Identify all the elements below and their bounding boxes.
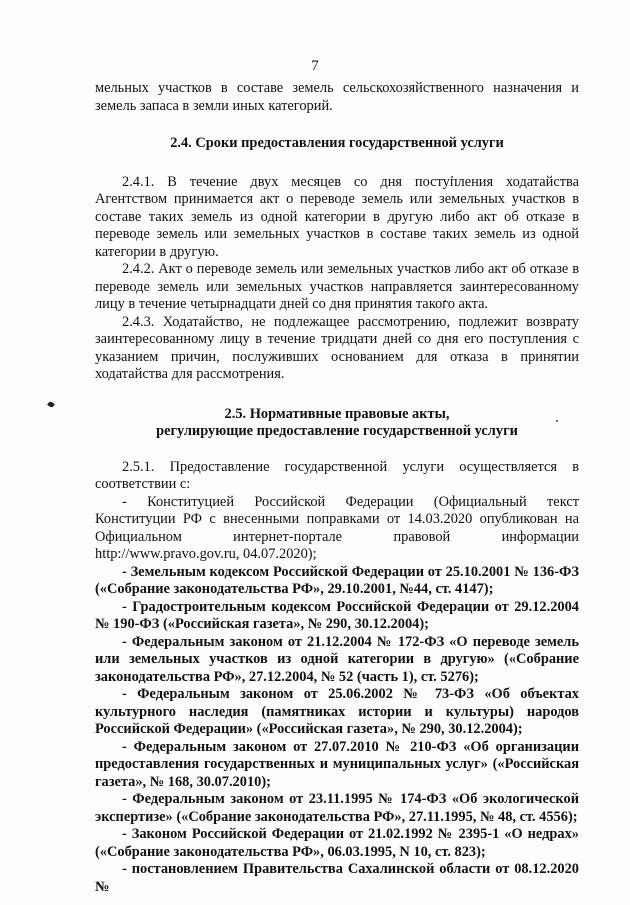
paragraph-2-4-2: 2.4.2. Акт о переводе земель или земельных участков либо акт об отказе в переводе земель или земельных участков направляется заинтересованному лицу в течение четырнадцати дней со дня принятия такого акта. <box>95 261 579 312</box>
section-heading-2-5 <box>95 406 579 441</box>
legal-act-item: - Федеральным законом от 23.11.1995 № 174-ФЗ «Об экологической экспертизе» («Собрание законодательства РФ», 27.11.1995, № 48, ст. 4556); <box>95 791 579 825</box>
page-number: 7 <box>311 58 319 74</box>
paragraph-2-4-3: 2.4.3. Ходатайство, не подлежащее рассмотрению, подлежит возврату заинтересованному лицу в течение тридцати дней со дня его поступления с указанием причин, послуживших основанием для отказа в принятии ходатайства для рассмотрения. <box>95 313 579 382</box>
legal-act-item: - Федеральным законом от 21.12.2004 № 172-ФЗ «О переводе земель или земельных участков из одной категории в другую» («Собрание законодательства РФ», 27.12.2004, № 52 (часть 1), ст. 5276); <box>95 633 579 685</box>
paragraph-2-4-1: 2.4.1. В течение двух месяцев со дня поступления ходатайства Агентством принимается акт о переводе земель или земельных участков в составе таких земель из одной категории в другую либо акт об отказе в переводе земель или земельных участков в составе таких земель из одной категории в другую. <box>95 173 579 260</box>
legal-act-item: - Федеральным законом от 25.06.2002 № 73-ФЗ «Об объектах культурного наследия (памятниках истории и культуры) народов Российской Федерации» («Российская газета», № 290, 30.12.2004); <box>95 686 579 737</box>
legal-act-item: - Федеральным законом от 27.07.2010 № 210-ФЗ «Об организации предоставления государственных и муниципальных услуг» («Российская газета», № 168, 30.07.2010); <box>95 738 579 790</box>
legal-act-item: - Законом Российской Федерации от 21.02.1992 № 2395-1 «О недрах» («Собрание законодательства РФ», 06.03.1995, N 10, ст. 823); <box>95 826 579 860</box>
continuation-paragraph: мельных участков в составе земель сельскохозяйственного назначения и земель запаса в земли иных категорий. <box>95 80 579 114</box>
document-body <box>95 80 579 896</box>
legal-act-item: - Градостроительным кодексом Российской Федерации от 29.12.2004 № 190-ФЗ («Российская газета», № 290, 30.12.2004); <box>95 598 579 632</box>
section-heading-2-5-line1: 2.5. Нормативные правовые акты, <box>224 405 450 422</box>
paragraph-2-5-1: 2.5.1. Предоставление государственной услуги осуществляется в соответствии с: <box>95 458 579 492</box>
legal-act-item: - Земельным кодексом Российской Федерации от 25.10.2001 № 136-ФЗ («Собрание законодательства РФ», 29.10.2001, №44, ст. 4147); <box>95 563 579 597</box>
legal-act-item: - Конституцией Российской Федерации (Официальный текст Конституции РФ с внесенными поправками от 14.03.2020 опубликован на Официальном интернет-портале правовой информации http://www.pravo.gov.ru, 04.07.2020); <box>95 493 579 562</box>
section-heading-2-4: 2.4. Сроки предоставления государственной услуги <box>170 135 504 151</box>
margin-ink-mark <box>47 401 55 409</box>
legal-act-item: - постановлением Правительства Сахалинской области от 08.12.2020 № <box>95 861 579 895</box>
section-heading-2-5-line2: регулирующие предоставление государственной услуги <box>156 423 518 439</box>
